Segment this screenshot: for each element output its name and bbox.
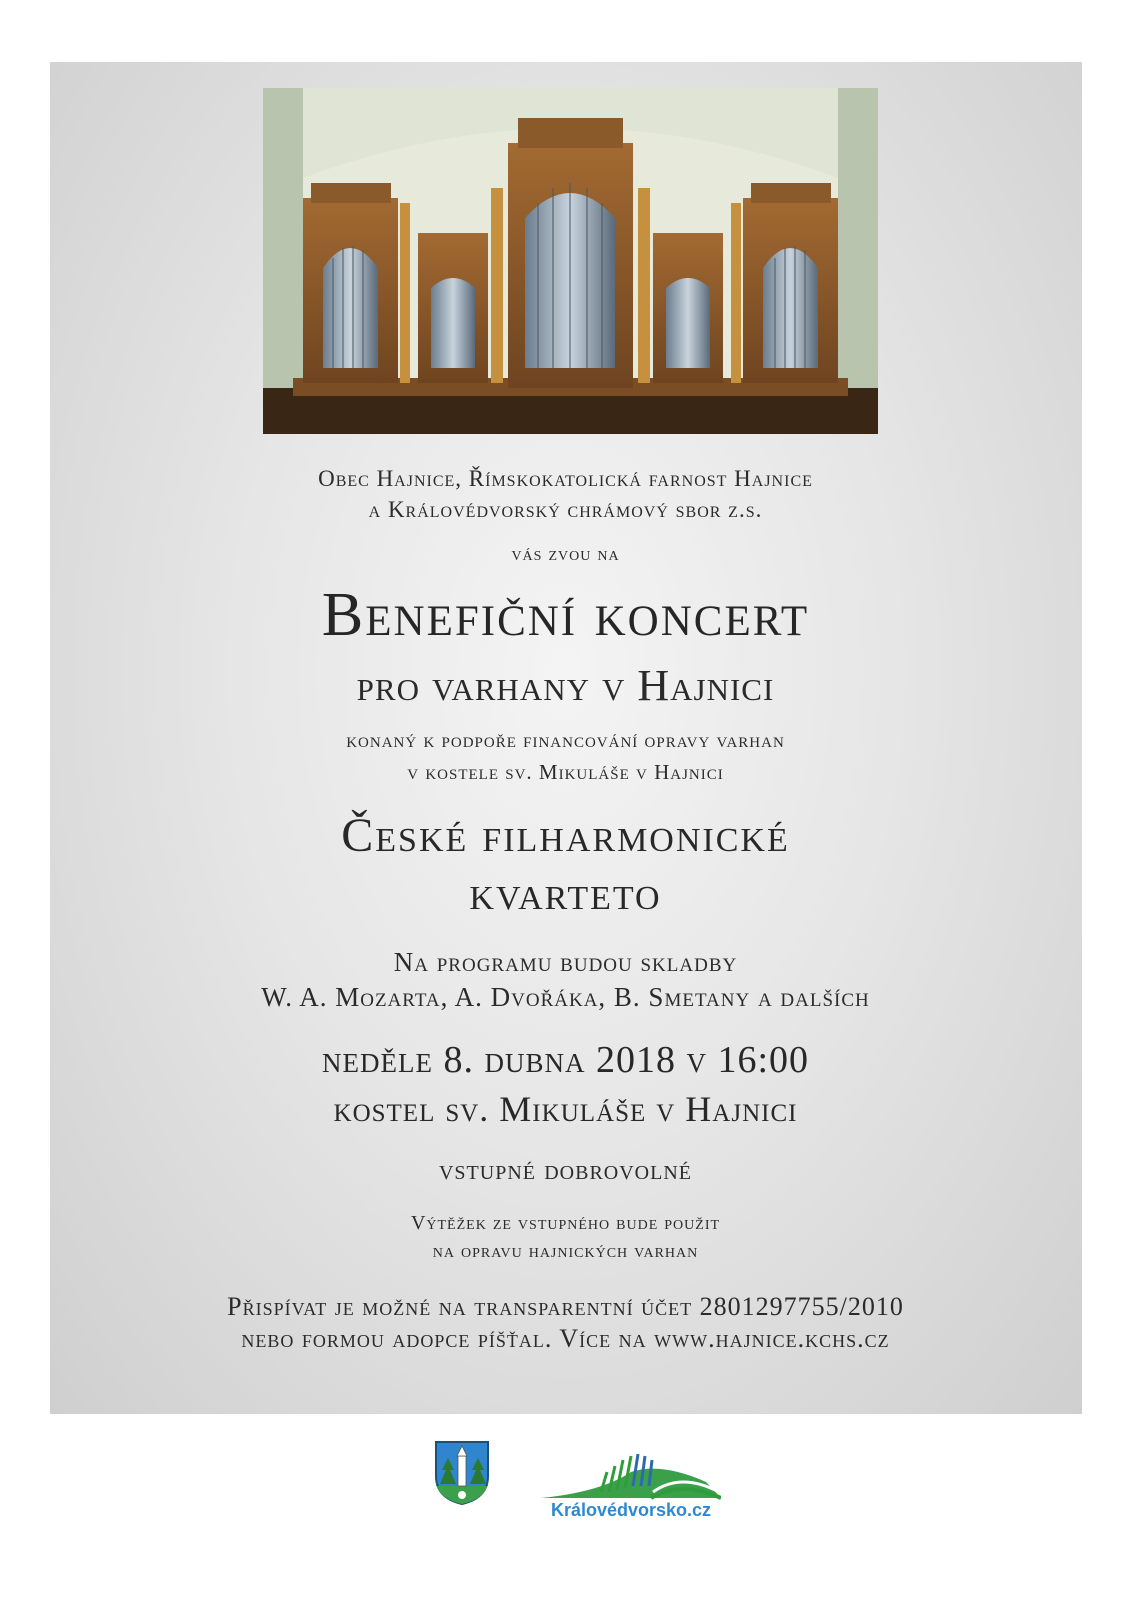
event-date-time: neděle 8. dubna 2018 v 16:00	[321, 1039, 810, 1081]
admission-text: vstupné dobrovolné	[438, 1154, 693, 1186]
logos-footer	[0, 1440, 1131, 1550]
coat-of-arms-icon	[434, 1440, 490, 1506]
organ-photo	[263, 88, 878, 434]
event-venue: kostel sv. Mikuláše v Hajnici	[333, 1089, 798, 1129]
program-line-2: W. A. Mozarta, A. Dvořáka, B. Smetany a dalších	[261, 982, 870, 1012]
concert-title: Benefiční koncert	[321, 581, 810, 649]
invite-text: vás zvou na	[511, 543, 620, 565]
kralovedvorsko-text: Královédvorsko.cz	[550, 1500, 712, 1520]
performer-line-1: České filharmonické	[341, 809, 790, 862]
proceeds-line-2: na opravu hajnických varhan	[432, 1240, 699, 1262]
organizers-line-1: Obec Hajnice, Římskokatolická farnost Hajnice	[318, 466, 813, 491]
proceeds-line-1: Výtěžek ze vstupného bude použit	[410, 1212, 721, 1234]
performer-line-2: kvarteto	[469, 867, 662, 920]
program-line-1: Na programu budou skladby	[393, 947, 738, 977]
concert-subtitle: pro varhany v Hajnici	[356, 661, 775, 710]
contribution-line-2: nebo formou adopce píšťal. Více na www.hajnice.kchs.cz	[241, 1324, 890, 1353]
purpose-line-2: v kostele sv. Mikuláše v Hajnici	[407, 760, 724, 784]
purpose-line-1: konaný k podpoře financování opravy varhan	[346, 728, 785, 752]
contribution-line-1: Přispívat je možné na transparentní účet 2801297755/2010	[227, 1292, 904, 1321]
organizers-line-2: a Královédvorský chrámový sbor z.s.	[368, 497, 763, 522]
